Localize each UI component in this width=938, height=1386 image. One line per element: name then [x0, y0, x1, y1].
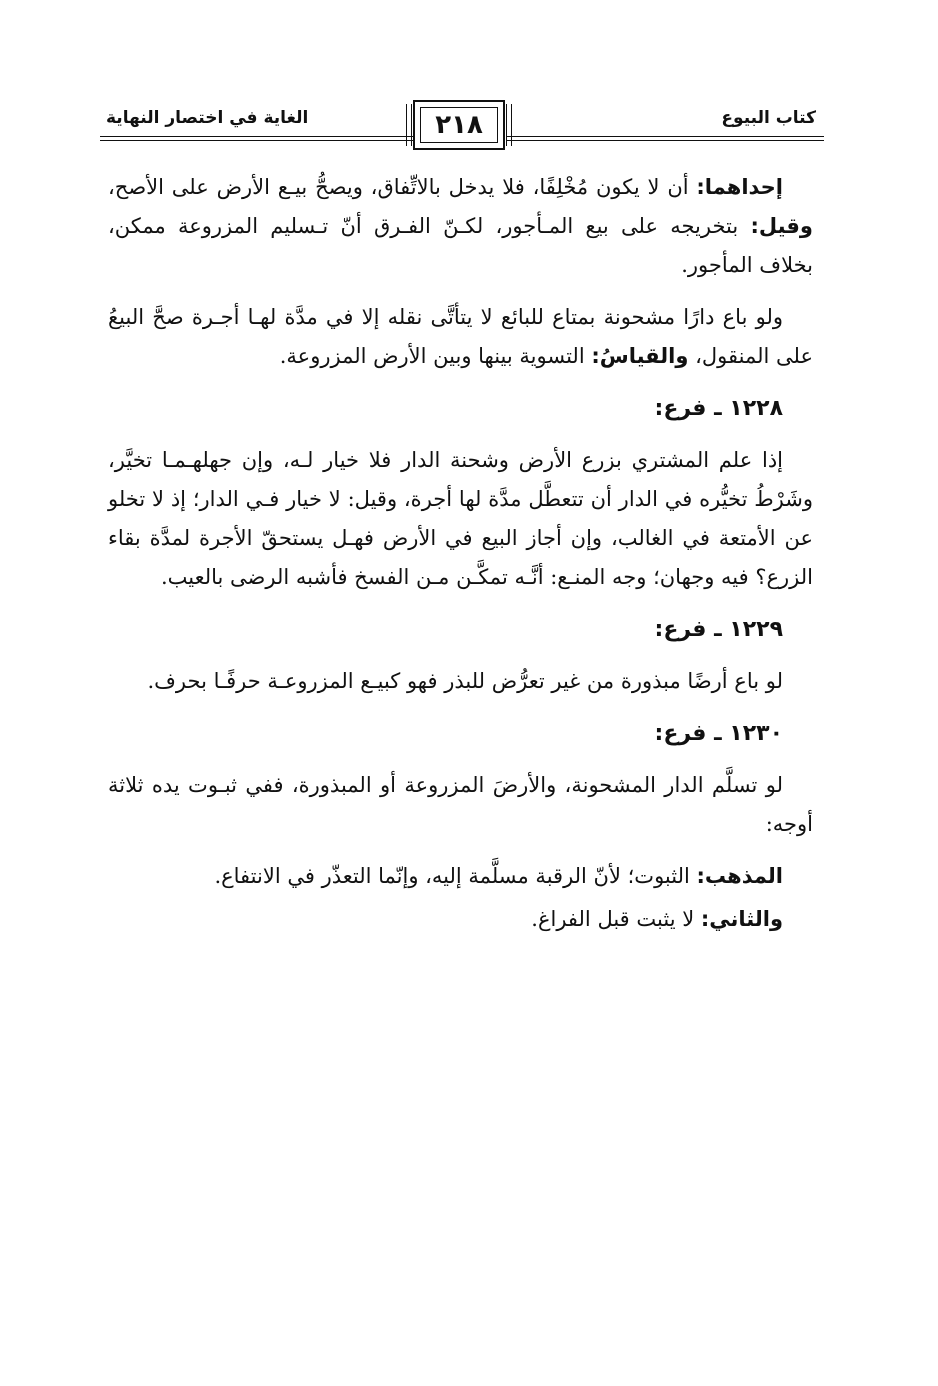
term-label: إحداهما:: [696, 175, 783, 199]
term-label: المذهب:: [696, 864, 783, 888]
paragraph-text: بتخريجه على بيع المـأجور، لكـنّ الفـرق أنّ تـسليم المزروعة ممكن، بخلاف المأجور.: [108, 214, 813, 277]
frame-ornament: [406, 104, 412, 146]
paragraph: [108, 168, 813, 285]
paragraph: [108, 857, 813, 896]
paragraph: إذا علم المشتري بزرع الأرض وشحنة الدار فلا خيار لـه، وإن جهلهـمـا تخيَّر، وشَرْطُ تخيُّره في الدار أن تتعطَّل مدَّة لها أجرة، وقيل: لا خيار فـي الدار؛ إذ لا تخلو عن الأمتعة في الغالب، وإن أجاز البيع في الأرض فهـل يستحقّ الأجرة لمدَّة بقاء الزرع؟ فيه وجهان؛ وجه المنـع: أنَّـه تمكَّـن مـن الفسخ فأشبه الرضى بالعيب.: [108, 448, 813, 589]
paragraph: [108, 298, 813, 376]
book-title: الغاية في اختصار النهاية: [106, 108, 309, 128]
paragraph-text: أن لا يكون مُخْلِفًا، فلا يدخل بالاتِّفاق، ويصحُّ بيـع الأرض على الأصح،: [108, 175, 697, 199]
term-label: والقياسُ:: [591, 344, 689, 368]
paragraph-text: الثبوت؛ لأنّ الرقبة مسلَّمة إليه، وإنّما التعذّر في الانتفاع.: [214, 864, 697, 888]
term-label: وقيل:: [750, 214, 813, 238]
page-number-frame: [413, 100, 505, 150]
header-rule: [100, 140, 413, 141]
section-heading: ١٢٢٨ ـ فرع:: [654, 396, 783, 421]
header-rule: [100, 136, 413, 137]
section-heading: ١٢٣٠ ـ فرع:: [654, 721, 783, 746]
running-header: [100, 92, 824, 154]
page-body: [108, 168, 813, 939]
page-number: ٢١٨: [435, 110, 483, 140]
paragraph-text: لا يثبت قبل الفراغ.: [531, 907, 701, 931]
paragraph: [108, 900, 813, 939]
frame-ornament: [506, 104, 512, 146]
paragraph-text: ولو باع دارًا مشحونة بمتاع للبائع لا يتأتَّى نقله إلا في مدَّة لهـا أجـرة صحَّ البيعُ على المنقول،: [108, 305, 813, 368]
chapter-title: كتاب البيوع: [721, 108, 816, 128]
header-rule: [506, 136, 824, 137]
header-rule: [506, 140, 824, 141]
section-heading: ١٢٢٩ ـ فرع:: [654, 617, 783, 642]
term-label: والثاني:: [700, 907, 783, 931]
paragraph: لو باع أرضًا مبذورة من غير تعرُّض للبذر فهو كبيـع المزروعـة حرفًـا بحرف.: [147, 669, 783, 693]
paragraph-text: التسوية بينها وبين الأرض المزروعة.: [279, 344, 592, 368]
paragraph: لو تسلَّم الدار المشحونة، والأرضَ المزروعة أو المبذورة، ففي ثبـوت يده ثلاثة أوجه:: [108, 773, 813, 836]
